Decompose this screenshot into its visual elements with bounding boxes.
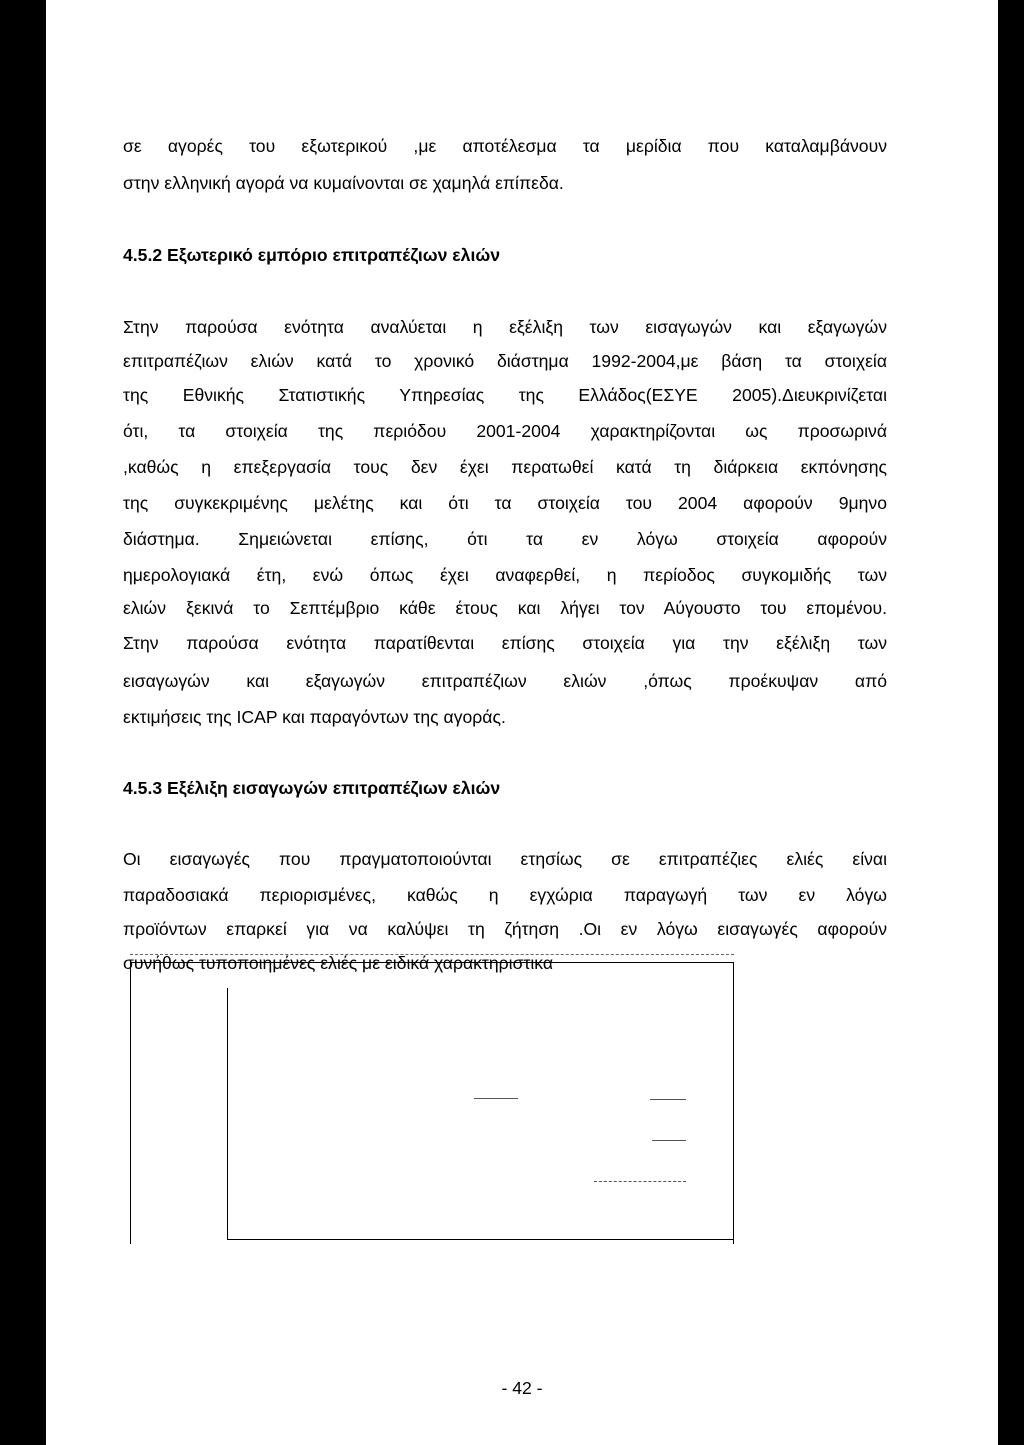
figure-x-axis (227, 1239, 734, 1240)
section-heading-4-5-3: 4.5.3 Εξέλιξη εισαγωγών επιτραπέζιων ελιών (123, 778, 501, 798)
figure-mark (594, 1181, 686, 1182)
figure-mark (652, 1140, 686, 1141)
figure-top-rule (130, 954, 734, 955)
text-line: της συγκεκριμένης μελέτης και ότι τα στοιχεία του 2004 αφορούν 9μηνο (123, 493, 887, 513)
text-line: ημερολογιακά έτη, ενώ όπως έχει αναφερθεί, η περίοδος συγκομιδής των (123, 565, 887, 585)
text-line: σε αγορές του εξωτερικού ,με αποτέλεσμα τα μερίδια που καταλαμβάνουν (123, 136, 887, 156)
text-line: Οι εισαγωγές που πραγματοποιούνται ετησίως σε επιτραπέζιες ελιές είναι (123, 849, 887, 869)
text-line: στην ελληνική αγορά να κυμαίνονται σε χαμηλά επίπεδα. (123, 173, 564, 193)
text-line: εκτιμήσεις της ICAP και παραγόντων της αγοράς. (123, 707, 506, 727)
figure-mark (474, 1098, 518, 1099)
text-line: Στην παρούσα ενότητα αναλύεται η εξέλιξη των εισαγωγών και εξαγωγών (123, 317, 887, 337)
text-line: διάστημα. Σημειώνεται επίσης, ότι τα εν λόγω στοιχεία αφορούν (123, 529, 887, 549)
text-line: συνήθως τυποποιημένες ελιές με ειδικά χαρακτηριστικα (123, 953, 554, 973)
text-line: επιτραπέζιων ελιών κατά το χρονικό διάστημα 1992-2004,με βάση τα στοιχεία (123, 351, 887, 371)
page-number: - 42 - (501, 1378, 543, 1398)
text-line: της Εθνικής Στατιστικής Υπηρεσίας της Ελλάδος(ΕΣΥΕ 2005).Διευκρινίζεται (123, 385, 887, 405)
figure-frame (130, 962, 734, 1244)
figure-mark (650, 1099, 686, 1100)
document-page (46, 0, 998, 1445)
text-line: ελιών ξεκινά το Σεπτέμβριο κάθε έτους και λήγει τον Αύγουστο του επομένου. (123, 598, 887, 618)
text-line: παραδοσιακά περιορισμένες, καθώς η εγχώρια παραγωγή των εν λόγω (123, 885, 887, 905)
text-line: Στην παρούσα ενότητα παρατίθενται επίσης στοιχεία για την εξέλιξη των (123, 633, 887, 653)
text-line: ότι, τα στοιχεία της περιόδου 2001-2004 χαρακτηρίζονται ως προσωρινά (123, 421, 887, 441)
section-heading-4-5-2: 4.5.2 Εξωτερικό εμπόριο επιτραπέζιων ελιών (123, 245, 500, 265)
text-line: εισαγωγών και εξαγωγών επιτραπέζιων ελιών ,όπως προέκυψαν από (123, 671, 887, 691)
text-line: προϊόντων επαρκεί για να καλύψει τη ζήτηση .Οι εν λόγω εισαγωγές αφορούν (123, 919, 887, 939)
figure-y-axis (227, 988, 228, 1239)
text-line: ,καθώς η επεξεργασία τους δεν έχει περατωθεί κατά τη διάρκεια εκπόνησης (123, 457, 887, 477)
